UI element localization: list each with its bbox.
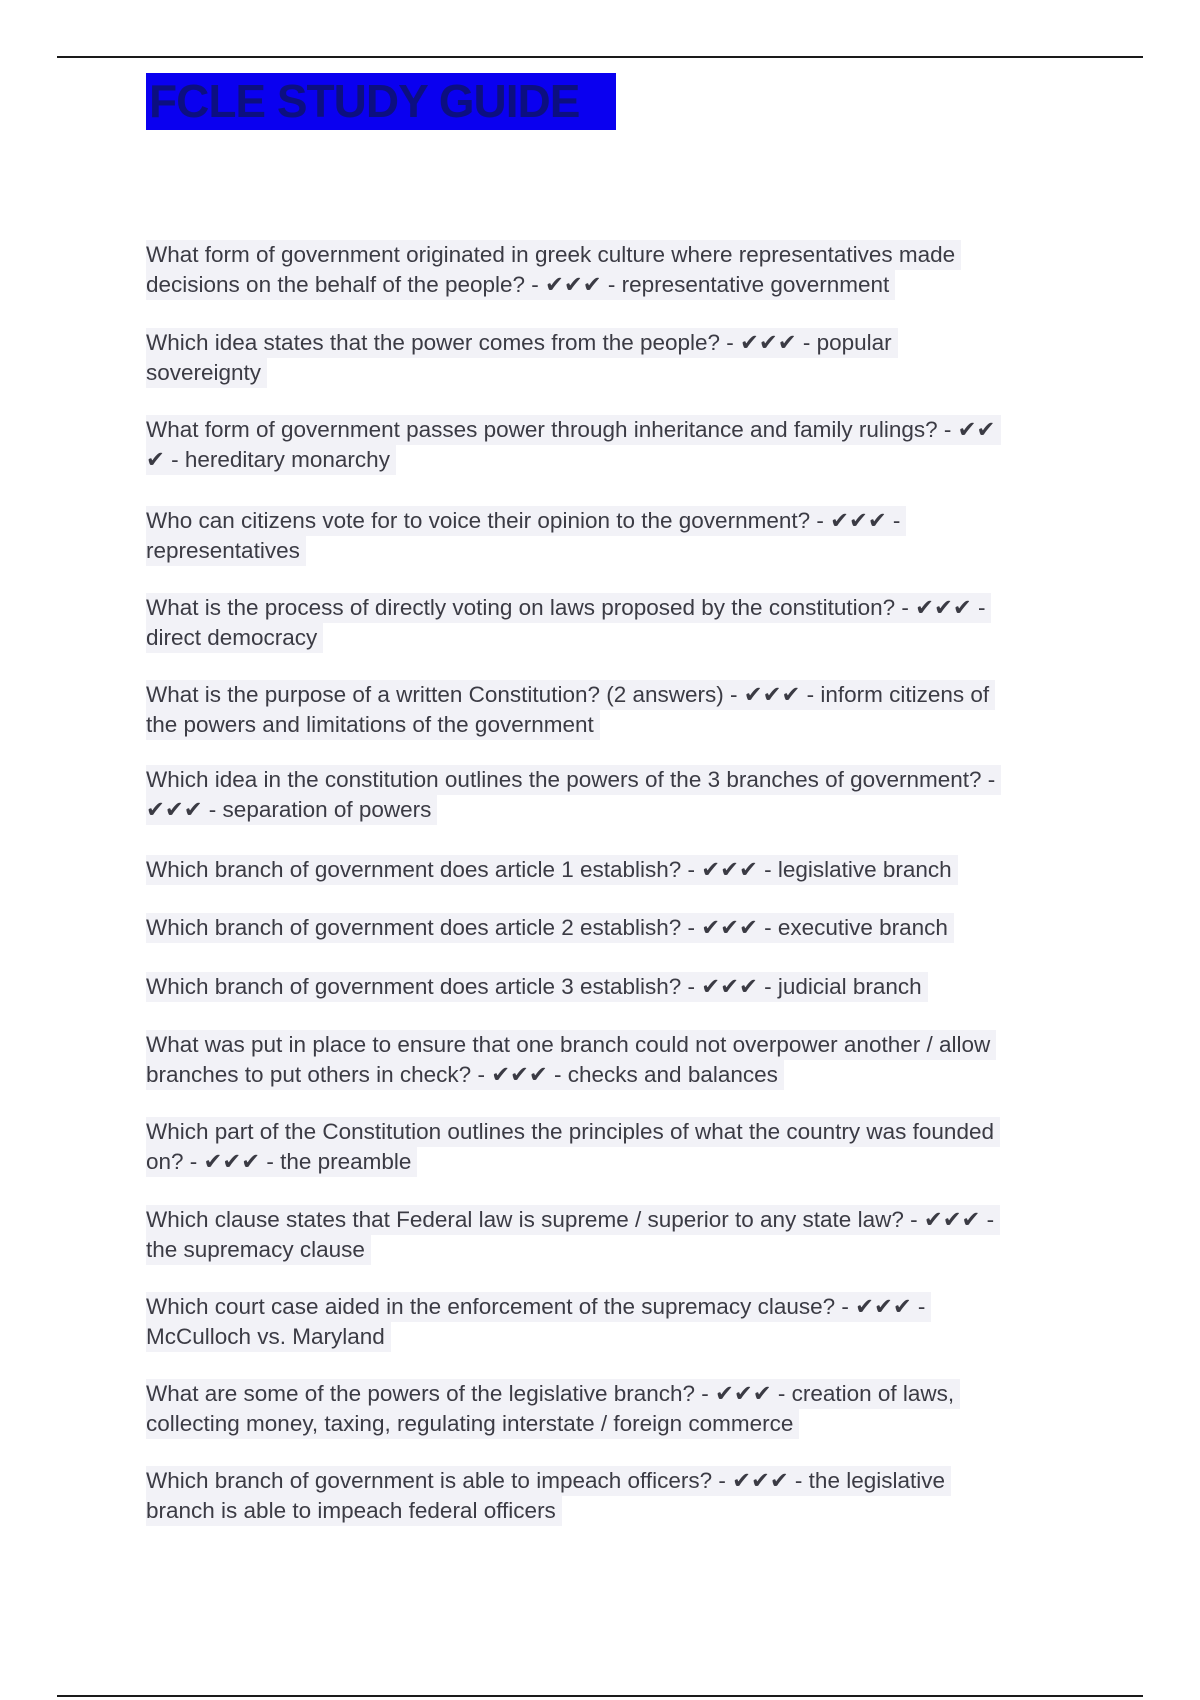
qa-item: [146, 1379, 960, 1439]
qa-line: direct democracy: [146, 623, 323, 653]
qa-line: What are some of the powers of the legislative branch? - ✔✔✔ - creation of laws,: [146, 1379, 960, 1409]
qa-item: [146, 972, 928, 1002]
qa-item: [146, 506, 906, 566]
qa-line: Who can citizens vote for to voice their opinion to the government? - ✔✔✔ -: [146, 506, 906, 536]
qa-line: on? - ✔✔✔ - the preamble: [146, 1147, 417, 1177]
top-rule: [57, 56, 1143, 58]
qa-line: Which branch of government does article 3 establish? - ✔✔✔ - judicial branch: [146, 972, 928, 1002]
qa-line: collecting money, taxing, regulating interstate / foreign commerce: [146, 1409, 799, 1439]
qa-line: ✔✔✔ - separation of powers: [146, 795, 437, 825]
qa-line: Which branch of government does article 1 establish? - ✔✔✔ - legislative branch: [146, 855, 958, 885]
qa-line: decisions on the behalf of the people? - ✔✔✔ - representative government: [146, 270, 895, 300]
qa-line: What form of government passes power through inheritance and family rulings? - ✔✔: [146, 415, 1001, 445]
qa-line: Which clause states that Federal law is supreme / superior to any state law? - ✔✔✔ -: [146, 1205, 1000, 1235]
bottom-rule: [57, 1695, 1143, 1697]
qa-line: representatives: [146, 536, 306, 566]
qa-line: the supremacy clause: [146, 1235, 371, 1265]
qa-item: [146, 328, 898, 388]
qa-item: [146, 1030, 996, 1090]
qa-item: [146, 1292, 931, 1352]
qa-line: Which branch of government does article 2 establish? - ✔✔✔ - executive branch: [146, 913, 954, 943]
qa-item: [146, 1466, 951, 1526]
title-banner: [146, 73, 616, 130]
document-title: FCLE STUDY GUIDE: [149, 75, 580, 127]
qa-line: What was put in place to ensure that one branch could not overpower another / allow: [146, 1030, 996, 1060]
qa-line: Which branch of government is able to impeach officers? - ✔✔✔ - the legislative: [146, 1466, 951, 1496]
qa-item: [146, 1117, 1000, 1177]
qa-item: [146, 765, 1001, 825]
qa-line: What is the purpose of a written Constitution? (2 answers) - ✔✔✔ - inform citizens of: [146, 680, 995, 710]
qa-line: McCulloch vs. Maryland: [146, 1322, 391, 1352]
qa-line: Which court case aided in the enforcement of the supremacy clause? - ✔✔✔ -: [146, 1292, 931, 1322]
qa-item: [146, 593, 991, 653]
qa-item: [146, 913, 954, 943]
qa-item: [146, 855, 958, 885]
qa-line: What form of government originated in greek culture where representatives made: [146, 240, 961, 270]
qa-item: [146, 1205, 1000, 1265]
qa-line: branch is able to impeach federal officers: [146, 1496, 562, 1526]
qa-item: [146, 680, 995, 740]
qa-line: Which part of the Constitution outlines the principles of what the country was founded: [146, 1117, 1000, 1147]
qa-line: sovereignty: [146, 358, 267, 388]
qa-item: [146, 415, 1001, 475]
qa-line: ✔ - hereditary monarchy: [146, 445, 396, 475]
qa-line: branches to put others in check? - ✔✔✔ - checks and balances: [146, 1060, 784, 1090]
qa-line: What is the process of directly voting on laws proposed by the constitution? - ✔✔✔ -: [146, 593, 991, 623]
qa-line: Which idea states that the power comes from the people? - ✔✔✔ - popular: [146, 328, 898, 358]
qa-item: [146, 240, 961, 300]
qa-line: Which idea in the constitution outlines the powers of the 3 branches of government? -: [146, 765, 1001, 795]
qa-line: the powers and limitations of the government: [146, 710, 600, 740]
